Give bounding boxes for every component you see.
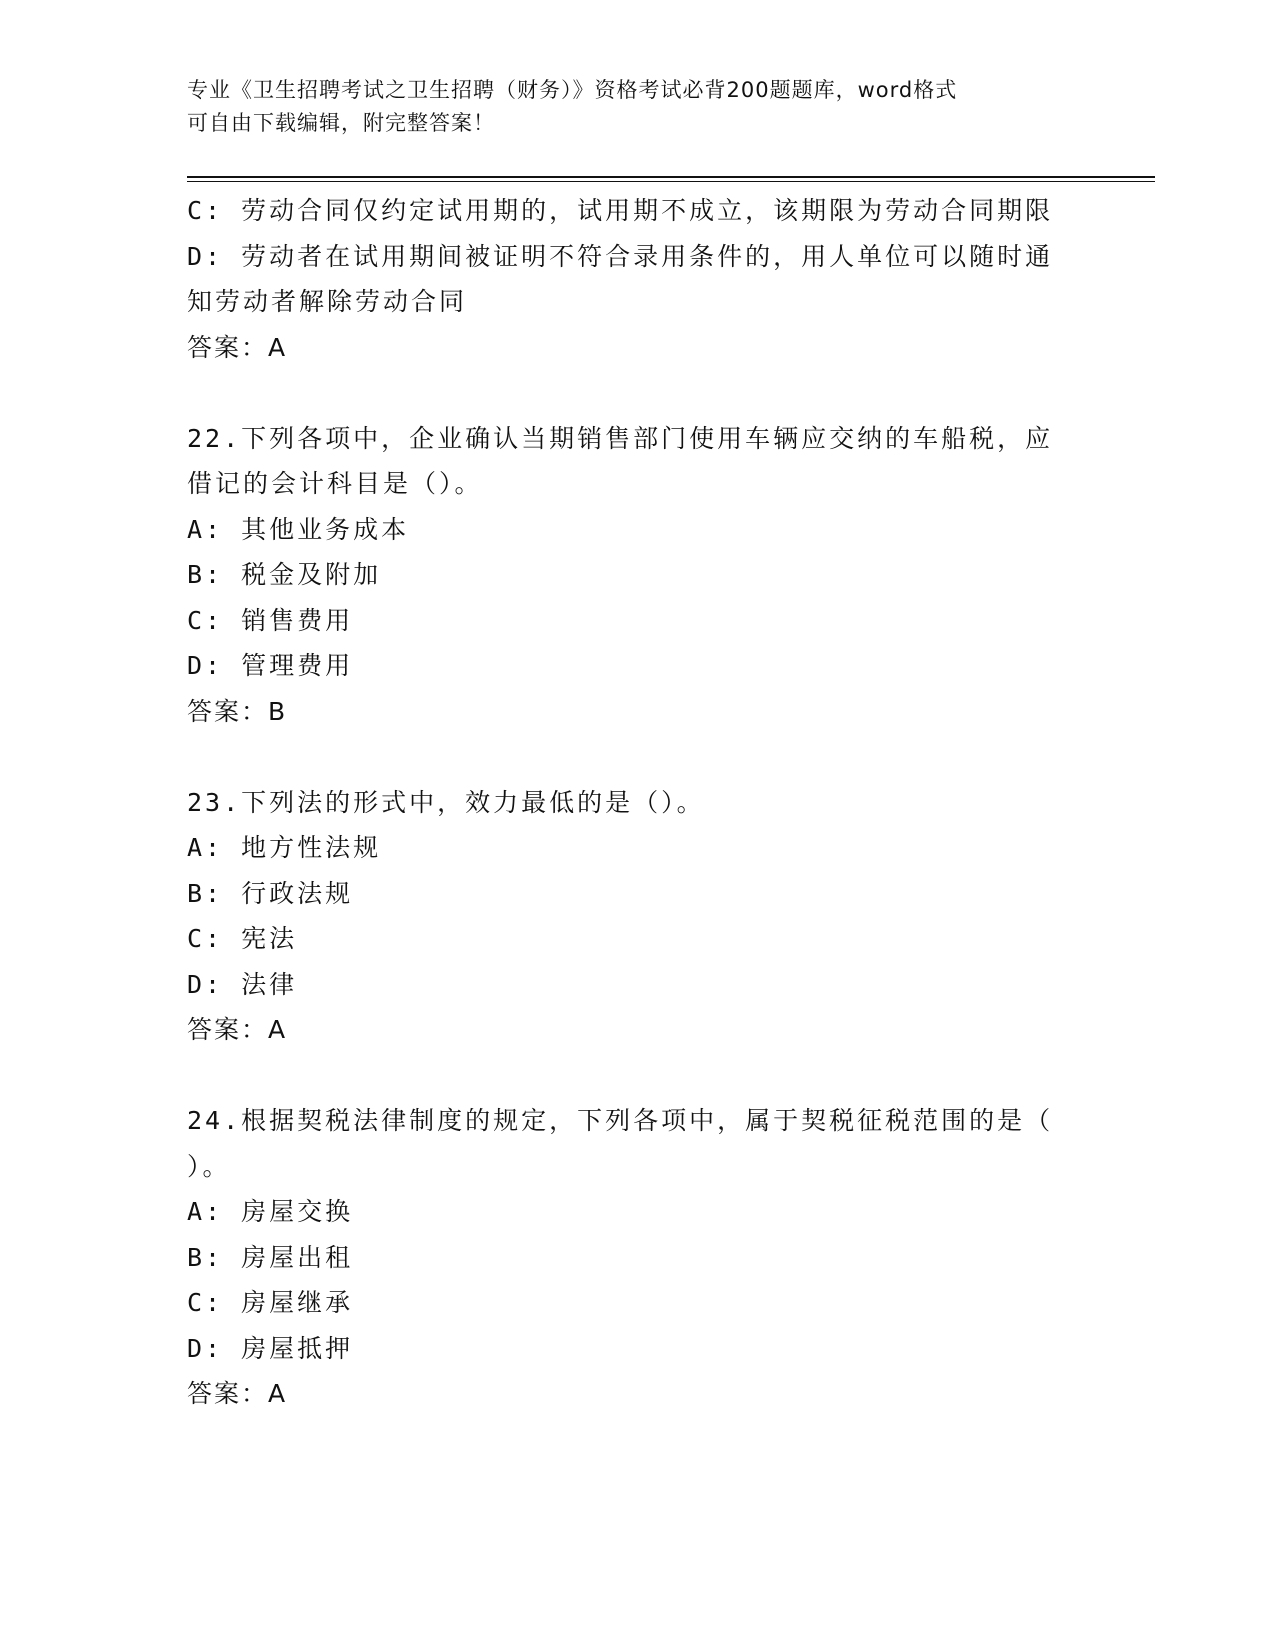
option-c: C: 劳动合同仅约定试用期的，试用期不成立，该期限为劳动合同期限 xyxy=(187,196,1054,225)
option-c: C: 房屋继承 xyxy=(187,1288,354,1317)
option-c: C: 宪法 xyxy=(187,924,298,953)
spacer xyxy=(187,370,1087,416)
option-d: D: 劳动者在试用期间被证明不符合录用条件的，用人单位可以随时通 xyxy=(187,241,1054,271)
question-stem-continued: ）。 xyxy=(187,1151,231,1181)
question-stem: 23.下列法的形式中，效力最低的是（）。 xyxy=(187,787,705,817)
answer: 答案：B xyxy=(187,696,288,726)
header-divider-thick xyxy=(187,176,1155,178)
option-d: D: 法律 xyxy=(187,969,298,999)
option-a: A: 其他业务成本 xyxy=(187,514,410,544)
header-title-line-1: 专业《卫生招聘考试之卫生招聘（财务）》资格考试必背200题题库，word格式 xyxy=(187,78,958,102)
answer: 答案：A xyxy=(187,1379,288,1408)
option-b: B: 行政法规 xyxy=(187,878,354,908)
question-22 xyxy=(187,416,1087,735)
answer: 答案：A xyxy=(187,332,288,362)
question-stem-continued: 借记的会计科目是（）。 xyxy=(187,469,483,498)
option-d-continued: 知劳动者解除劳动合同 xyxy=(187,287,468,316)
header-title-line-2: 可自由下载编辑，附完整答案！ xyxy=(187,111,495,135)
question-list xyxy=(187,188,1087,1417)
question-23 xyxy=(187,780,1087,1053)
spacer xyxy=(187,1053,1087,1099)
header-divider-thin xyxy=(187,181,1155,182)
spacer xyxy=(187,734,1087,780)
option-a: A: 房屋交换 xyxy=(187,1197,354,1226)
option-c: C: 销售费用 xyxy=(187,605,354,635)
answer: 答案：A xyxy=(187,1015,288,1044)
option-a: A: 地方性法规 xyxy=(187,833,382,862)
question-stem: 22.下列各项中，企业确认当期销售部门使用车辆应交纳的车船税，应 xyxy=(187,423,1054,453)
option-d: D: 房屋抵押 xyxy=(187,1333,354,1363)
question-24 xyxy=(187,1098,1087,1417)
question-21-continued xyxy=(187,188,1087,370)
document-header xyxy=(187,74,1067,140)
option-b: B: 税金及附加 xyxy=(187,560,382,589)
option-b: B: 房屋出租 xyxy=(187,1242,354,1272)
option-d: D: 管理费用 xyxy=(187,651,354,680)
question-stem: 24.根据契税法律制度的规定，下列各项中，属于契税征税范围的是（ xyxy=(187,1106,1054,1135)
